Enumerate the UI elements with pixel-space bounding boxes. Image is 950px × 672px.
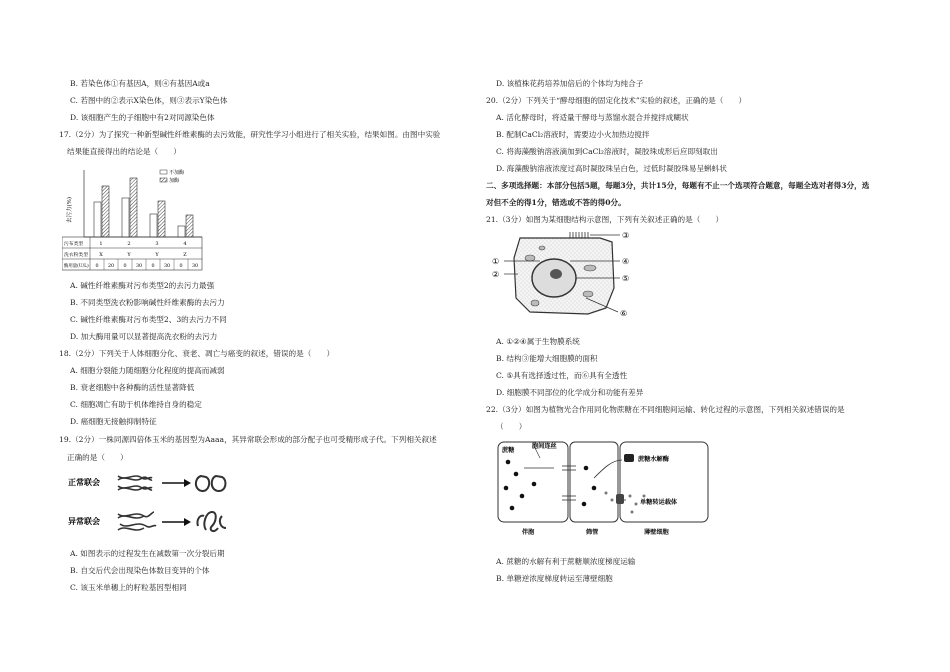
label-3: ③	[622, 231, 630, 240]
q19-label-abnormal: 异常联会	[68, 516, 100, 526]
q17-legend-no-enzyme: 不加酶	[169, 170, 185, 176]
bar-3-no-enzyme	[150, 214, 157, 237]
q21-option-d: D. 细胞膜不同部位的化学成分和功能有差异	[496, 388, 644, 397]
label-sucrose-hydrolase: 蔗糖水解酶	[638, 456, 669, 463]
q18-option-d: D. 癌细胞无接触抑制特征	[70, 417, 157, 426]
q17-stem-line1: 17.（2分）为了探究一种新型碱性纤维素酶的去污效能，研究性学习小组进行了相关实验，结果如图。由图中实验	[59, 130, 441, 139]
q19-label-normal: 正常联会	[68, 477, 100, 487]
q17-dose-1: 0	[95, 264, 99, 269]
label-companion-cell: 伴胞	[522, 529, 535, 536]
q19-synapsis-figure	[66, 468, 236, 540]
label-5: ⑤	[622, 274, 630, 283]
q21-stem: 21.（3分）如图为某细胞结构示意图，下列有关叙述正确的是（ ）	[486, 215, 724, 224]
bar-3-enzyme	[158, 201, 165, 237]
q17-stain-2: 2	[127, 241, 131, 247]
parenchyma-cell	[620, 442, 708, 522]
q17-dose-8: 30	[191, 264, 199, 269]
q16-option-c: C. 若图中的②表示X染色体，则③表示Y染色体	[70, 96, 228, 105]
q17-dose-6: 30	[163, 264, 171, 269]
q20-option-c: C. 将海藻酸钠溶液滴加到CaCl₂溶液时，凝胶珠成形后应即刻取出	[496, 147, 718, 156]
label-plasmodesmata: 胞间连丝	[532, 443, 557, 450]
legend-swatch-no-enzyme	[160, 170, 167, 174]
q17-powder-4: Z	[183, 252, 187, 258]
q17-option-d: D. 加大酶用量可以显著提高洗衣粉的去污力	[70, 332, 218, 341]
q19-stem-line1: 19.（2分）一株同源四倍体玉米的基因型为Aaaa，其异常联会形成的部分配子也可受精形成子代。下列相关叙述	[59, 435, 437, 444]
abnormal-synapsis-chromosomes	[118, 512, 156, 530]
q19-option-b: B. 自交后代会出现染色体数目变异的个体	[70, 566, 210, 575]
q21-option-a: A. ①②④属于生物膜系统	[496, 337, 580, 346]
bar-4-enzyme	[186, 215, 193, 237]
section2-heading-line1: 二、多项选择题：本部分包括5题，每题3分，共计15分，每题有不止一个选项符合题意，每题全选对者得3分，选	[486, 181, 870, 190]
q22-stem-line1: 22.（3分）如图为植物光合作用同化物蔗糖在不同细胞间运输、转化过程的示意图，下列相关叙述错误的是	[486, 405, 845, 414]
q20-stem: 20.（2分）下列关于“酵母细胞的固定化技术”实验的叙述，正确的是（ ）	[486, 96, 747, 105]
q17-dose-cells	[95, 259, 198, 270]
hydrolase-icon	[624, 454, 634, 462]
bar-1-enzyme	[102, 186, 109, 237]
q17-row-powder: 洗衣粉类型	[64, 253, 88, 258]
label-sieve-tube: 筛管	[586, 529, 599, 536]
label-monosaccharide-transporter: 单糖转运载体	[640, 499, 678, 506]
label-1: ①	[492, 257, 500, 266]
abnormal-arrow	[162, 518, 191, 526]
q19-stem-line2: 正确的是（ ）	[67, 453, 128, 462]
q18-stem: 18.（2分）下列关于人体细胞分化、衰老、凋亡与癌变的叙述，错误的是（ ）	[59, 349, 335, 358]
q18-option-c: C. 细胞凋亡有助于机体维持自身的稳定	[70, 400, 202, 409]
bar-1-no-enzyme	[94, 202, 101, 237]
normal-arrow	[162, 479, 191, 487]
q17-dose-4: 30	[135, 264, 143, 269]
q17-row-stain: 污布类型	[64, 242, 84, 247]
q19-option-a: A. 如图表示的过程发生在减数第一次分裂后期	[70, 549, 225, 558]
q22-transport-diagram	[494, 438, 714, 543]
q21-option-b: B. 结构③能增大细胞膜的面积	[496, 354, 598, 363]
q21-option-c: C. ⑤具有选择透过性，而⑥具有全透性	[496, 371, 628, 380]
label-parenchyma: 薄壁细胞	[644, 529, 669, 536]
label-sucrose: 蔗糖	[502, 447, 515, 454]
q17-stain-1: 1	[99, 241, 103, 247]
q17-powder-2: Y	[127, 252, 131, 258]
bar-4-no-enzyme	[178, 226, 185, 237]
transporter-icon	[616, 494, 624, 504]
q22-option-a: A. 蔗糖的水解有利于蔗糖顺浓度梯度运输	[496, 557, 636, 566]
q17-dose-2: 20	[107, 264, 115, 269]
q21-cell-diagram	[490, 228, 640, 320]
q17-powder-1: X	[99, 252, 103, 258]
q17-stem-line2: 结果能直接得出的结论是（ ）	[67, 147, 181, 156]
q17-dose-7: 0	[179, 264, 183, 269]
q17-row-dose: 酶用量(U/L)	[64, 264, 89, 269]
normal-result-rings	[196, 476, 226, 491]
legend-swatch-enzyme	[160, 178, 167, 182]
q17-dose-5: 0	[151, 264, 155, 269]
q17-stain-4: 4	[183, 241, 187, 247]
bar-2-enzyme	[130, 178, 137, 237]
q16-option-d: D. 该细胞产生的子细胞中有2对同源染色体	[70, 113, 215, 122]
bar-2-no-enzyme	[122, 198, 129, 237]
q17-stain-3: 3	[155, 241, 159, 247]
q19-option-d: D. 该植株花药培养加倍后的个体均为纯合子	[496, 79, 644, 88]
abnormal-result-chromosomes	[197, 512, 226, 531]
q22-stem-line2: （ ）	[496, 422, 527, 431]
q17-option-a: A. 碱性纤维素酶对污布类型2的去污力最强	[70, 281, 215, 290]
normal-synapsis-chromosomes	[118, 476, 152, 490]
label-4: ④	[622, 257, 630, 266]
label-6: ⑥	[620, 309, 628, 318]
q16-option-b: B. 若染色体①有基因A，则④有基因A或a	[70, 79, 210, 88]
q20-option-b: B. 配制CaCl₂溶液时，需要边小火加热边搅拌	[496, 130, 650, 139]
q18-option-a: A. 细胞分裂能力随细胞分化程度的提高而减弱	[70, 366, 225, 375]
q22-option-b: B. 单糖逆浓度梯度转运至薄壁细胞	[496, 574, 613, 583]
q17-dose-3: 0	[123, 264, 127, 269]
nucleolus	[550, 269, 562, 279]
section2-heading-line2: 对但不全的得1分，错选或不答的得0分。	[486, 198, 626, 207]
q17-chart-ylabel: 去污力(%)	[67, 196, 73, 224]
label-2: ②	[492, 270, 500, 279]
q18-option-b: B. 衰老细胞中各种酶的活性显著降低	[70, 383, 195, 392]
q17-option-c: C. 碱性纤维素酶对污布类型2、3的去污力不同	[70, 315, 227, 324]
q17-legend-enzyme: 加酶	[169, 178, 180, 184]
q20-option-a: A. 活化酵母时，将适量干酵母与蒸馏水混合并搅拌成糊状	[496, 113, 689, 122]
q17-powder-3: Y	[155, 252, 159, 258]
q20-option-d: D. 海藻酸钠溶液浓度过高时凝胶珠呈白色，过低时凝胶珠易呈蝌蚪状	[496, 164, 727, 173]
q19-option-c: C. 该玉米单穗上的籽粒基因型相同	[70, 583, 187, 592]
sieve-tube	[570, 442, 618, 522]
microvilli	[570, 232, 588, 238]
q17-bar-chart	[62, 164, 207, 272]
q17-option-b: B. 不同类型洗衣粉影响碱性纤维素酶的去污力	[70, 298, 225, 307]
